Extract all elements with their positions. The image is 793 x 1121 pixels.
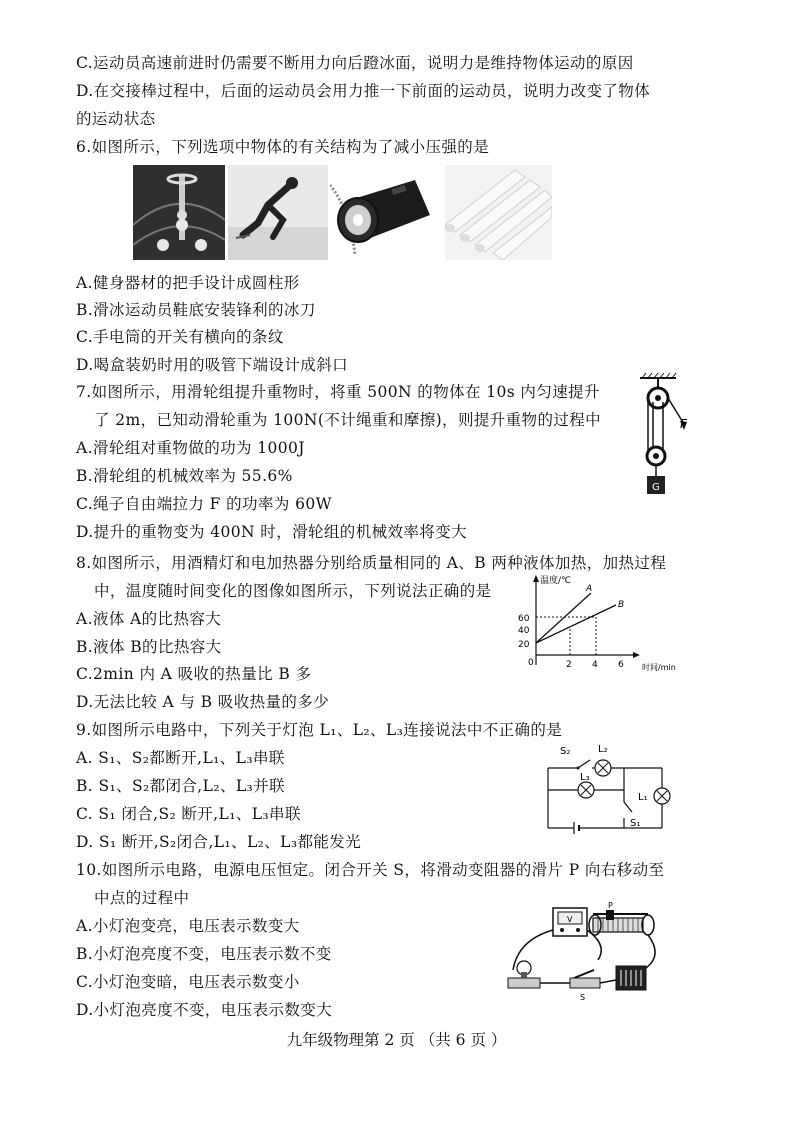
flashlight-photo [330, 165, 438, 260]
l3-label: L₃ [580, 772, 590, 783]
q6-option-c: C.手电筒的开关有横向的条纹 [76, 328, 284, 346]
s2-label: S₂ [560, 746, 571, 757]
page-footer: 九年级物理第 2 页 （共 6 页 ） [286, 1031, 507, 1049]
question-8: 8.如图所示，用酒精灯和电加热器分别给质量相同的 A、B 两种液体加热，加热过程 [76, 554, 667, 572]
q9-option-c: C. S₁ 闭合,S₂ 断开,L₁、L₃串联 [76, 805, 301, 823]
x-tick-2: 2 [566, 660, 572, 670]
series-a-label: A [586, 584, 593, 594]
q9-option-b: B. S₁、S₂都闭合,L₂、L₃并联 [76, 777, 285, 795]
q10-option-b: B.小灯泡亮度不变，电压表示数不变 [76, 945, 332, 963]
q6-option-d: D.喝盒装奶时用的吸管下端设计成斜口 [76, 356, 349, 374]
q7-option-d: D.提升的重物变为 400N 时，滑轮组的机械效率将变大 [76, 523, 468, 541]
speed-skater-photo [228, 165, 328, 260]
question-6: 6.如图所示，下列选项中物体的有关结构为了减小压强的是 [76, 138, 490, 156]
y-tick-20: 20 [518, 640, 530, 650]
force-f-label: F [680, 417, 687, 431]
rheostat-circuit-figure [498, 900, 670, 1000]
l1-label: L₁ [638, 792, 648, 803]
question-7-cont: 了 2m，已知动滑轮重为 100N(不计绳重和摩擦)，则提升重物的过程中 [94, 411, 602, 429]
q10-option-c: C.小灯泡变暗，电压表示数变小 [76, 973, 300, 991]
series-b-label: B [618, 600, 625, 610]
q8-option-d: D.无法比较 A 与 B 吸收热量的多少 [76, 693, 330, 711]
q9-option-a: A. S₁、S₂都断开,L₁、L₃串联 [76, 749, 285, 767]
fitness-equipment-photo [133, 165, 225, 260]
y-tick-40: 40 [518, 626, 530, 636]
q8-option-b: B.液体 B的比热容大 [76, 638, 222, 656]
y-tick-60: 60 [518, 614, 530, 624]
question-9: 9.如图所示电路中，下列关于灯泡 L₁、L₂、L₃连接说法中不正确的是 [76, 721, 563, 739]
y-axis-label: 温度/℃ [540, 576, 572, 586]
option-d-continuation: 的运动状态 [76, 110, 156, 128]
temperature-time-graph [516, 573, 696, 673]
voltmeter-label: V [567, 915, 573, 924]
question-10: 10.如图所示电路，电源电压恒定。闭合开关 S，将滑动变阻器的滑片 P 向右移动至 [76, 861, 665, 879]
pulley-system-figure [636, 372, 696, 497]
straws-photo [445, 165, 552, 260]
q7-option-c: C.绳子自由端拉力 F 的功率为 60W [76, 495, 332, 513]
question-7: 7.如图所示，用滑轮组提升重物时，将重 500N 的物体在 10s 内匀速提升 [76, 383, 600, 401]
series-a-line [536, 593, 591, 643]
switch-s-label: S [580, 993, 586, 1000]
q10-option-d: D.小灯泡亮度不变，电压表示数变大 [76, 1001, 333, 1019]
x-tick-6: 6 [618, 660, 624, 670]
question-10-cont: 中点的过程中 [94, 889, 190, 907]
option-d-line: D.在交接棒过程中，后面的运动员会用力推一下前面的运动员，说明力改变了物体 [76, 82, 651, 100]
x-tick-4: 4 [592, 660, 598, 670]
q7-option-b: B.滑轮组的机械效率为 55.6% [76, 467, 293, 485]
question-8-cont: 中，温度随时间变化的图像如图所示，下列说法正确的是 [94, 582, 492, 600]
option-c-line: C.运动员高速前进时仍需要不断用力向后蹬冰面，说明力是维持物体运动的原因 [76, 54, 634, 72]
svg-text:G: G [652, 482, 660, 493]
slider-p-label: P [608, 901, 613, 910]
q8-option-a: A.液体 A的比热容大 [76, 610, 222, 628]
q7-option-a: A.滑轮组对重物做的功为 1000J [76, 439, 305, 457]
q6-option-b: B.滑冰运动员鞋底安装锋利的冰刀 [76, 301, 316, 319]
s1-label: S₁ [630, 818, 641, 829]
q8-option-c: C.2min 内 A 吸收的热量比 B 多 [76, 665, 312, 683]
q6-option-a: A.健身器材的把手设计成圆柱形 [76, 274, 300, 292]
series-b-line [536, 605, 616, 643]
q9-option-d: D. S₁ 断开,S₂闭合,L₁、L₂、L₃都能发光 [76, 833, 362, 851]
l2-label: L₂ [598, 744, 608, 755]
q10-option-a: A.小灯泡变亮，电压表示数变大 [76, 917, 300, 935]
circuit-diagram [538, 740, 678, 835]
x-axis-label: 时间/min [642, 663, 676, 672]
origin-label: 0 [528, 658, 534, 668]
